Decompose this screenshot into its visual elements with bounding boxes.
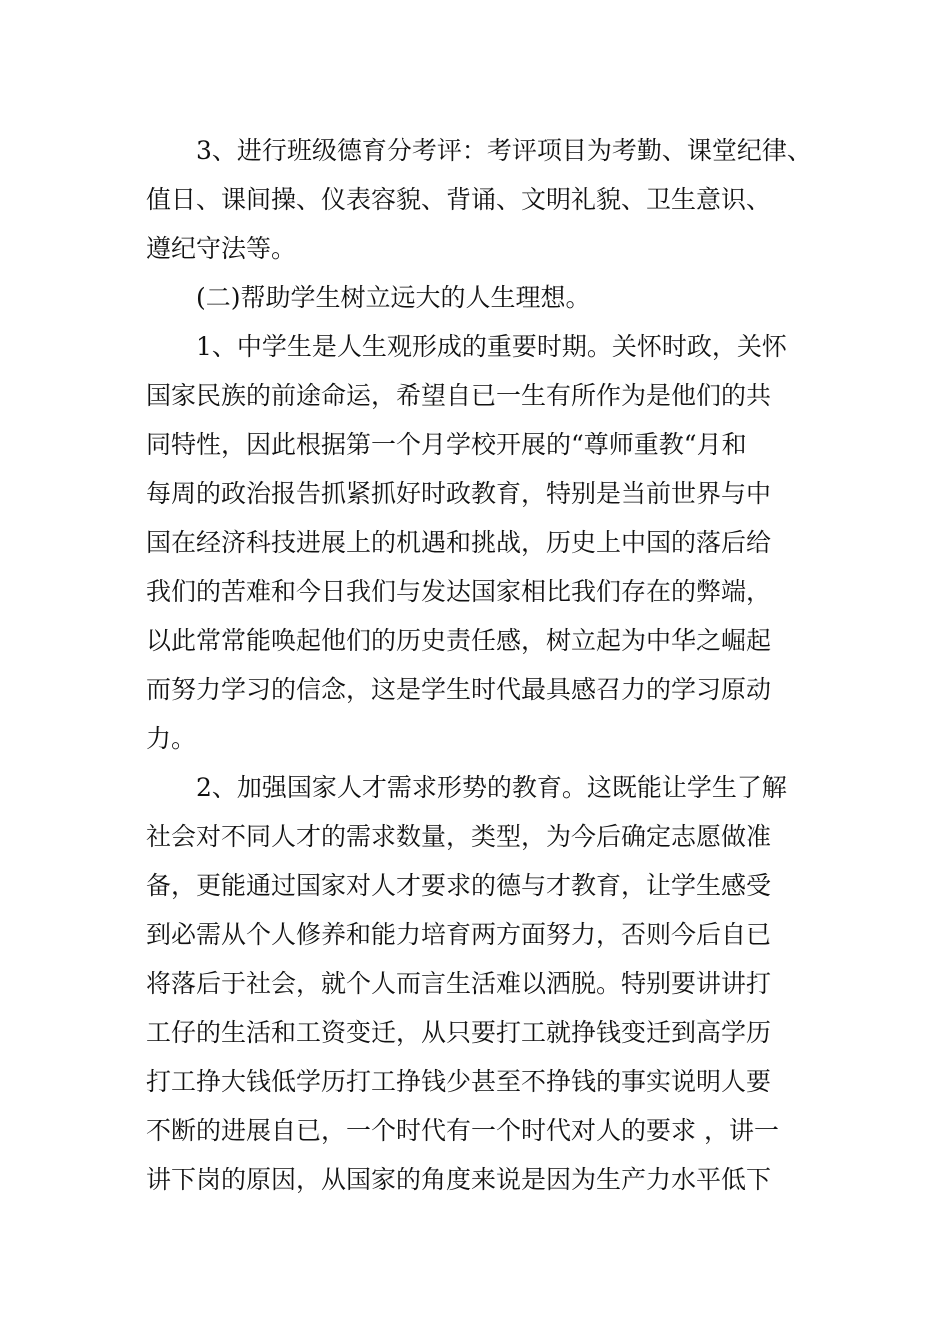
document-body — [146, 126, 826, 1204]
paragraph-line: 遵纪守法等。 — [146, 234, 297, 263]
paragraph-line: 1、中学生是人生观形成的重要时期。关怀时政，关怀 — [196, 332, 787, 361]
paragraph-line: 备，更能通过国家对人才要求的德与才教育，让学生感受 — [146, 871, 772, 900]
paragraph-line: 力。 — [146, 724, 197, 753]
paragraph-line: 讲下岗的原因，从国家的角度来说是因为生产力水平低下 — [146, 1165, 772, 1194]
paragraph-line: 打工挣大钱低学历打工挣钱少甚至不挣钱的事实说明人要 — [146, 1067, 772, 1096]
paragraph-line: 我们的苦难和今日我们与发达国家相比我们存在的弊端， — [146, 577, 772, 606]
paragraph-line: 工仔的生活和工资变迁，从只要打工就挣钱变迁到高学历 — [146, 1018, 772, 1047]
paragraph-line: 到必需从个人修养和能力培育两方面努力，否则今后自已 — [146, 920, 772, 949]
paragraph-line: 3、进行班级德育分考评：考评项目为考勤、课堂纪律、 — [196, 136, 812, 165]
paragraph-line: 以此常常能唤起他们的历史责任感，树立起为中华之崛起 — [146, 626, 772, 655]
paragraph-line: 每周的政治报告抓紧抓好时政教育，特别是当前世界与中 — [146, 479, 772, 508]
paragraph-line: 同特性，因此根据第一个月学校开展的“尊师重教“月和 — [146, 430, 747, 459]
paragraph-line: 国在经济科技进展上的机遇和挑战，历史上中国的落后给 — [146, 528, 772, 557]
paragraph-line: 社会对不同人才的需求数量，类型，为今后确定志愿做准 — [146, 822, 772, 851]
paragraph-line: 值日、课间操、仪表容貌、背诵、文明礼貌、卫生意识、 — [146, 185, 772, 214]
paragraph-line: 而努力学习的信念，这是学生时代最具感召力的学习原动 — [146, 675, 772, 704]
section-heading: (二)帮助学生树立远大的人生理想。 — [196, 283, 591, 312]
paragraph-line: 不断的进展自已，一个时代有一个时代对人的要求 ，讲一 — [146, 1116, 779, 1145]
paragraph-line: 将落后于社会，就个人而言生活难以洒脱。特别要讲讲打 — [146, 969, 772, 998]
paragraph-line: 2、加强国家人才需求形势的教育。这既能让学生了解 — [196, 773, 787, 802]
paragraph-line: 国家民族的前途命运，希望自已一生有所作为是他们的共 — [146, 381, 772, 410]
